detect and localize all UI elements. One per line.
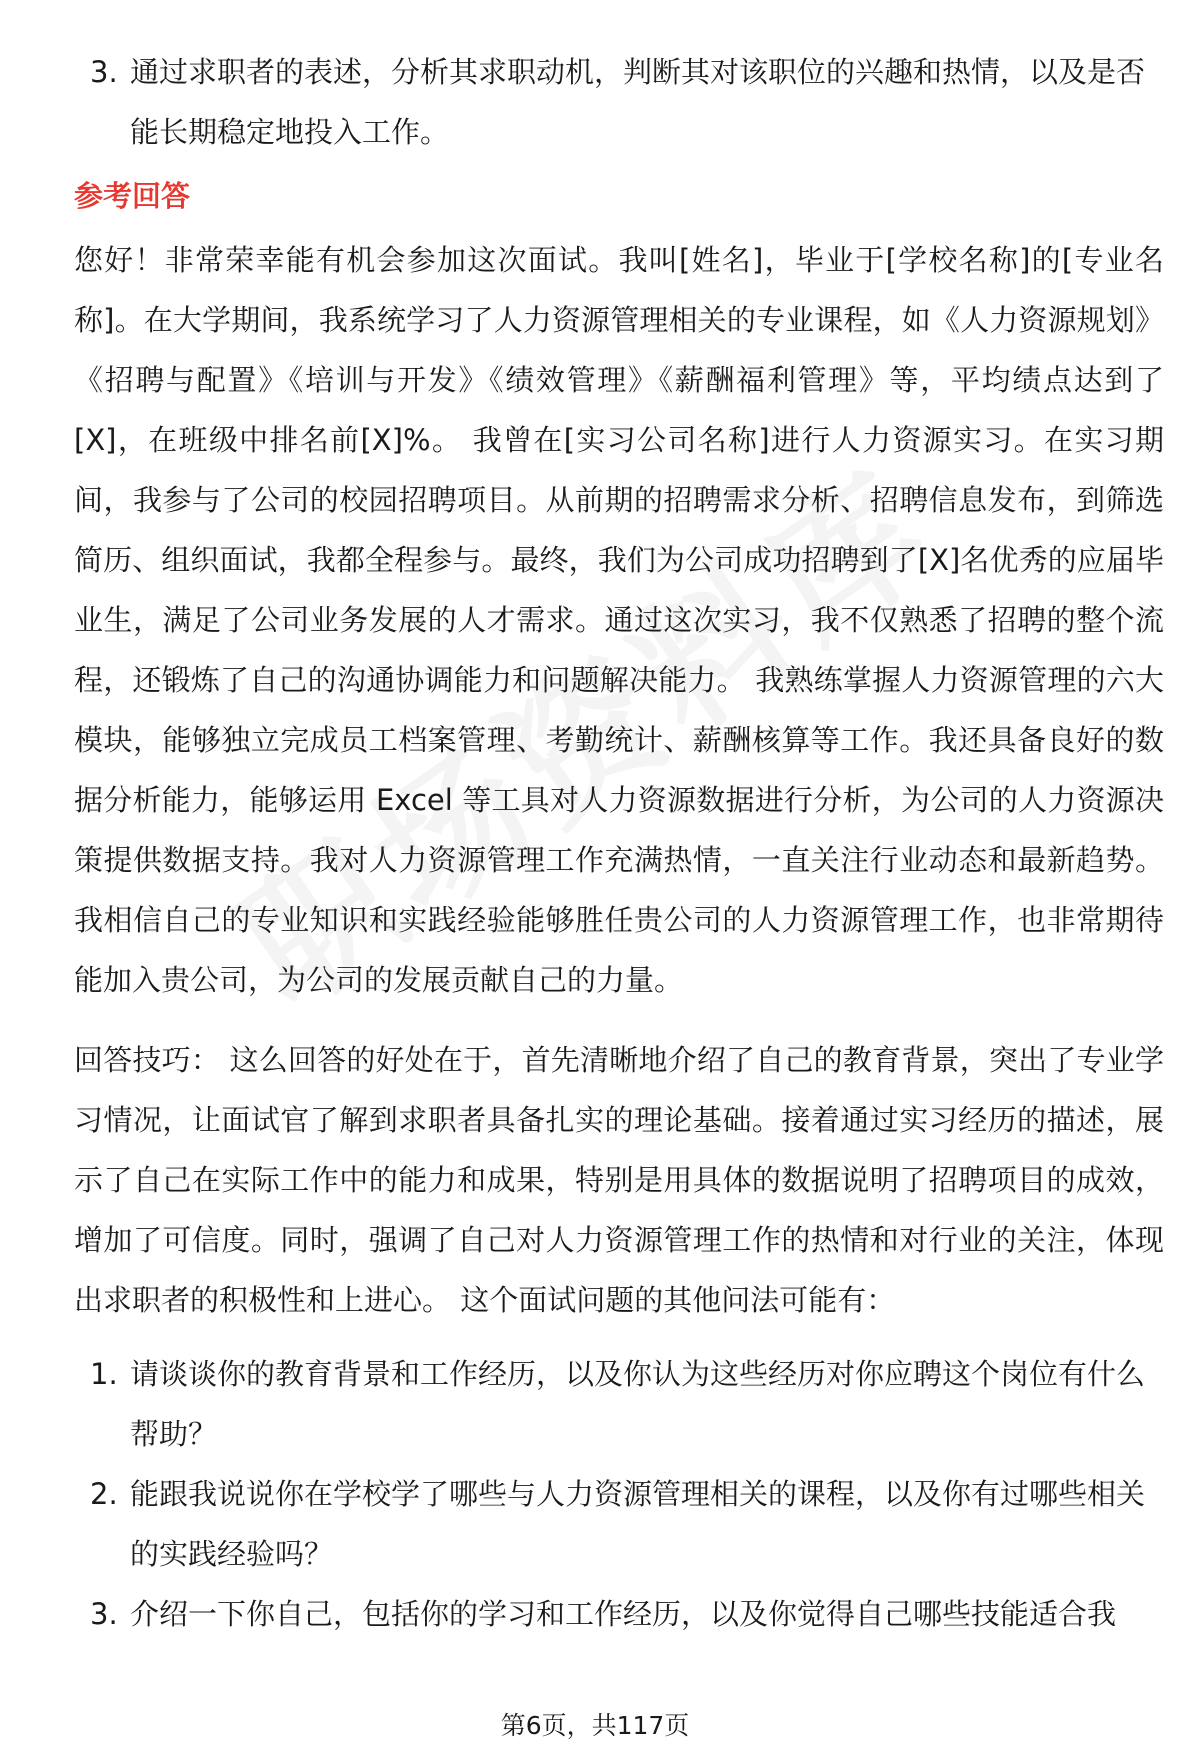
page-content — [74, 42, 1164, 1644]
list-item-text: 请谈谈你的教育背景和工作经历，以及你认为这些经历对你应聘这个岗位有什么帮助？ — [130, 1357, 1146, 1451]
other-questions-list — [74, 1344, 1164, 1644]
tips-paragraph: 回答技巧： 这么回答的好处在于，首先清晰地介绍了自己的教育背景，突出了专业学习情况，让面试官了解到求职者具备扎实的理论基础。接着通过实习经历的描述，展示了自己在实际工作中的能力和成果，特别是用具体的数据说明了招聘项目的成效，增加了可信度。同时，强调了自己对人力资源管理工作的热情和对行业的关注，体现出求职者的积极性和上进心。 这个面试问题的其他问法可能有： — [74, 1043, 1164, 1317]
list-item — [74, 1584, 1164, 1644]
list-item — [74, 1464, 1164, 1584]
list-number: 3. — [90, 55, 118, 89]
list-item — [74, 42, 1164, 162]
list-item-text: 通过求职者的表述，分析其求职动机，判断其对该职位的兴趣和热情，以及是否能长期稳定地投入工作。 — [130, 55, 1146, 149]
section-title-reference-answer: 参考回答 — [74, 179, 191, 213]
list-number: 2. — [90, 1477, 118, 1511]
page-footer: 第6页，共117页 — [500, 1711, 690, 1740]
list-number: 3. — [90, 1597, 118, 1631]
list-item-text: 介绍一下你自己，包括你的学习和工作经历，以及你觉得自己哪些技能适合我 — [130, 1597, 1117, 1631]
list-item-text: 能跟我说说你在学校学了哪些与人力资源管理相关的课程，以及你有过哪些相关的实践经验吗？ — [130, 1477, 1146, 1571]
list-item — [74, 1344, 1164, 1464]
answer-paragraph: 您好！非常荣幸能有机会参加这次面试。我叫[姓名]，毕业于[学校名称]的[专业名称]。在大学期间，我系统学习了人力资源管理相关的专业课程，如《人力资源规划》《招聘与配置》《培训与开发》《绩效管理》《薪酬福利管理》等，平均绩点达到了[X]，在班级中排名前[X]%。 我曾在[实习公司名称]进行人力资源实习。在实习期间，我参与了公司的校园招聘项目。从前期的招聘需求分析、招聘信息发布，到筛选简历、组织面试，我都全程参与。最终，我们为公司成功招聘到了[X]名优秀的应届毕业生，满足了公司业务发展的人才需求。通过这次实习，我不仅熟悉了招聘的整个流程，还锻炼了自己的沟通协调能力和问题解决能力。 我熟练掌握人力资源管理的六大模块，能够独立完成员工档案管理、考勤统计、薪酬核算等工作。我还具备良好的数据分析能力，能够运用 Excel 等工具对人力资源数据进行分析，为公司的人力资源决策提供数据支持。我对人力资源管理工作充满热情，一直关注行业动态和最新趋势。我相信自己的专业知识和实践经验能够胜任贵公司的人力资源管理工作，也非常期待能加入贵公司，为公司的发展贡献自己的力量。 — [74, 243, 1164, 997]
list-number: 1. — [90, 1357, 118, 1391]
